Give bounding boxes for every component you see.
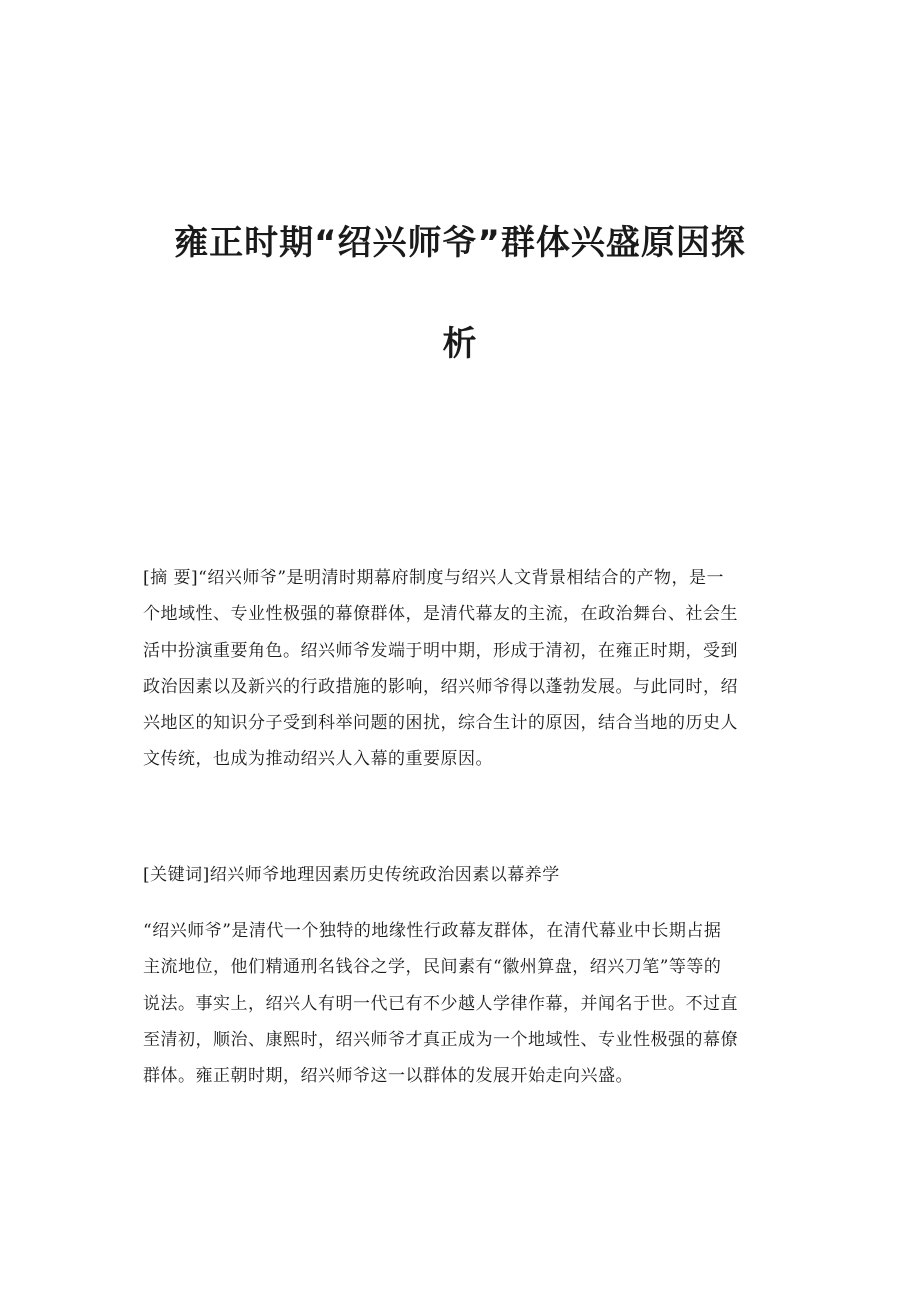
- paragraph-line: 至清初，顺治、康熙时，绍兴师爷才真正成为一个地域性、专业性极强的幕僚: [143, 1029, 738, 1050]
- paragraph-line: 主流地位，他们精通刑名钱谷之学，民间素有“徽州算盘，绍兴刀笔”等等的: [143, 957, 722, 978]
- abstract-line: 活中扮演重要角色。绍兴师爷发端于明中期，形成于清初，在雍正时期，受到: [143, 640, 738, 661]
- keywords-line: [关键词]绍兴师爷地理因素历史传统政治因素以幕养学: [143, 865, 560, 885]
- abstract-line: [摘 要]“绍兴师爷”是明清时期幕府制度与绍兴人文背景相结合的产物，是一: [143, 568, 725, 588]
- abstract-line: 文传统，也成为推动绍兴人入幕的重要原因。: [143, 749, 493, 770]
- article-title-line-2: 析: [442, 324, 478, 364]
- abstract-line: 兴地区的知识分子受到科举问题的困扰，综合生计的原因，结合当地的历史人: [143, 713, 738, 734]
- paragraph-line: 说法。事实上，绍兴人有明一代已有不少越人学律作幕，并闻名于世。不过直: [143, 993, 738, 1014]
- abstract-section: [143, 560, 783, 778]
- abstract-line: 政治因素以及新兴的行政措施的影响，绍兴师爷得以蓬勃发展。与此同时，绍: [143, 676, 738, 697]
- paragraph-line: 群体。雍正朝时期，绍兴师爷这一以群体的发展开始走向兴盛。: [143, 1066, 633, 1087]
- body-paragraph: [143, 913, 783, 1094]
- abstract-line: 个地域性、专业性极强的幕僚群体，是清代幕友的主流，在政治舞台、社会生: [143, 604, 738, 625]
- article-title-line-1: 雍正时期“绍兴师爷”群体兴盛原因探: [174, 223, 746, 263]
- paragraph-line: “绍兴师爷”是清代一个独特的地缘性行政幕友群体，在清代幕业中长期占据: [143, 921, 722, 941]
